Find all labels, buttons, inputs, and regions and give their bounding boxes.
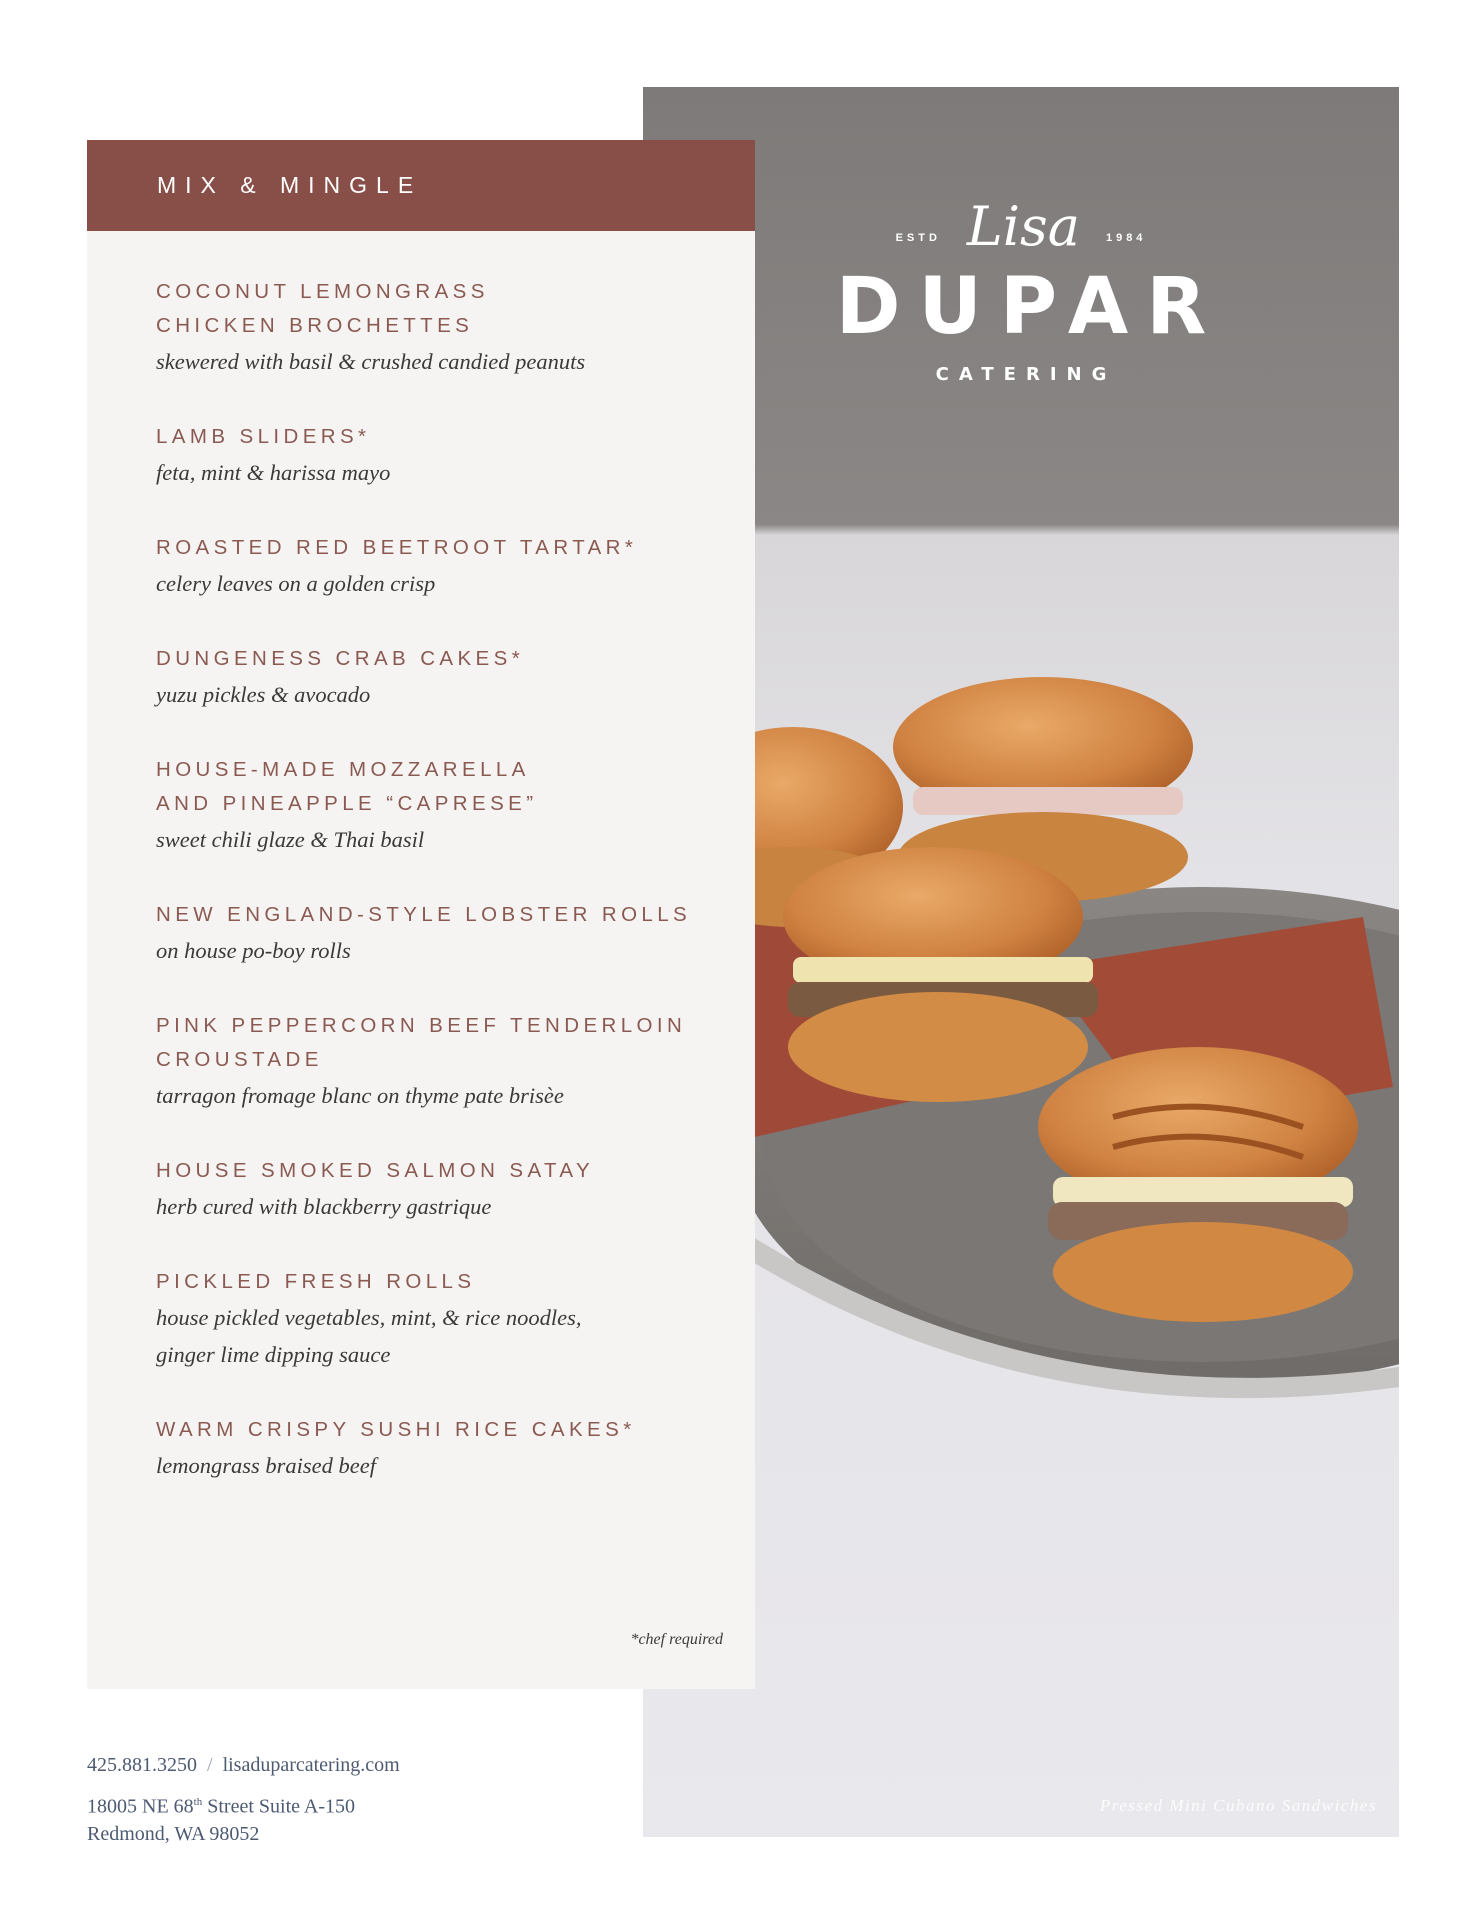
menu-item-title <box>156 898 715 932</box>
address-street-number: 18005 NE 68 <box>87 1795 194 1818</box>
contact-separator: / <box>207 1754 213 1776</box>
menu-item-title-line: LAMB SLIDERS* <box>156 425 371 448</box>
menu-item-title-line: PINK PEPPERCORN BEEF TENDERLOIN <box>156 1014 687 1037</box>
menu-item-list <box>87 231 755 1484</box>
menu-item-description-line: lemongrass braised beef <box>156 1453 376 1478</box>
address-ordinal: th <box>193 1796 203 1808</box>
menu-item-title <box>156 1154 715 1188</box>
menu-item-description-line: ginger lime dipping sauce <box>156 1342 391 1367</box>
menu-item-description-line: house pickled vegetables, mint, & rice noodles, <box>156 1305 582 1330</box>
menu-item-description-line: feta, mint & harissa mayo <box>156 460 391 485</box>
lisa-dupar-logo <box>643 192 1399 385</box>
menu-item-description <box>156 676 715 713</box>
menu-item-description <box>156 1077 715 1114</box>
address-street-rest: Street Suite A-150 <box>202 1795 355 1818</box>
chef-required-note: *chef required <box>630 1631 723 1648</box>
menu-item-description-line: skewered with basil & crushed candied peanuts <box>156 349 586 374</box>
menu-section-title: MIX & MINGLE <box>87 140 755 231</box>
menu-item <box>156 1413 715 1484</box>
menu-item-title <box>156 531 715 565</box>
menu-item-title <box>156 1009 715 1077</box>
menu-item-description <box>156 1299 715 1373</box>
menu-item <box>156 1265 715 1373</box>
menu-item <box>156 420 715 491</box>
menu-item <box>156 275 715 380</box>
city-address: Redmond, WA 98052 <box>87 1822 260 1845</box>
food-photo <box>643 87 1399 1837</box>
menu-item-description <box>156 454 715 491</box>
menu-item-description-line: sweet chili glaze & Thai basil <box>156 827 425 852</box>
menu-item-description <box>156 932 715 969</box>
phone-number[interactable]: 425.881.3250 <box>87 1754 197 1776</box>
menu-item-description-line: tarragon fromage blanc on thyme pate brisèe <box>156 1083 564 1108</box>
menu-item <box>156 531 715 602</box>
menu-item-description <box>156 343 715 380</box>
menu-item <box>156 898 715 969</box>
street-address <box>87 1789 400 1821</box>
menu-item-title-line: DUNGENESS CRAB CAKES* <box>156 647 525 670</box>
logo-name: DUPAR <box>835 262 1225 352</box>
menu-item-title <box>156 275 715 343</box>
logo-subtitle: CATERING <box>935 364 1117 385</box>
menu-item-title-line: ROASTED RED BEETROOT TARTAR* <box>156 536 638 559</box>
logo-script-name: Lisa <box>966 195 1080 258</box>
menu-item-title <box>156 1265 715 1299</box>
menu-item-description <box>156 821 715 858</box>
menu-item-title <box>156 1413 715 1447</box>
menu-item-title-line: NEW ENGLAND-STYLE LOBSTER ROLLS <box>156 903 692 926</box>
menu-item <box>156 1009 715 1114</box>
menu-item-description <box>156 1447 715 1484</box>
menu-item <box>156 1154 715 1225</box>
logo-year: 1984 <box>1105 232 1147 244</box>
menu-item-description-line: celery leaves on a golden crisp <box>156 571 436 596</box>
menu-item-description-line: yuzu pickles & avocado <box>156 682 371 707</box>
menu-item-title-line: HOUSE-MADE MOZZARELLA <box>156 758 530 781</box>
logo-estd: ESTD <box>895 232 941 244</box>
menu-item-description <box>156 565 715 602</box>
menu-item-title-line: CROUSTADE <box>156 1048 323 1071</box>
menu-item-description-line: herb cured with blackberry gastrique <box>156 1194 492 1219</box>
website-link[interactable]: lisaduparcatering.com <box>222 1754 400 1776</box>
menu-item-title-line: AND PINEAPPLE “CAPRESE” <box>156 792 538 815</box>
menu-item-title-line: CHICKEN BROCHETTES <box>156 314 474 337</box>
menu-item <box>156 642 715 713</box>
menu-item-description-line: on house po-boy rolls <box>156 938 351 963</box>
menu-item-title <box>156 420 715 454</box>
menu-item-title <box>156 753 715 821</box>
menu-item-title-line: WARM CRISPY SUSHI RICE CAKES* <box>156 1418 636 1441</box>
menu-item <box>156 753 715 858</box>
menu-item-title-line: PICKLED FRESH ROLLS <box>156 1270 476 1293</box>
menu-card <box>87 140 755 1689</box>
menu-item-description <box>156 1188 715 1225</box>
contact-info <box>87 1752 400 1848</box>
menu-item-title <box>156 642 715 676</box>
photo-caption: Pressed Mini Cubano Sandwiches <box>1099 1796 1377 1815</box>
menu-item-title-line: HOUSE SMOKED SALMON SATAY <box>156 1159 595 1182</box>
menu-item-title-line: COCONUT LEMONGRASS <box>156 280 489 303</box>
